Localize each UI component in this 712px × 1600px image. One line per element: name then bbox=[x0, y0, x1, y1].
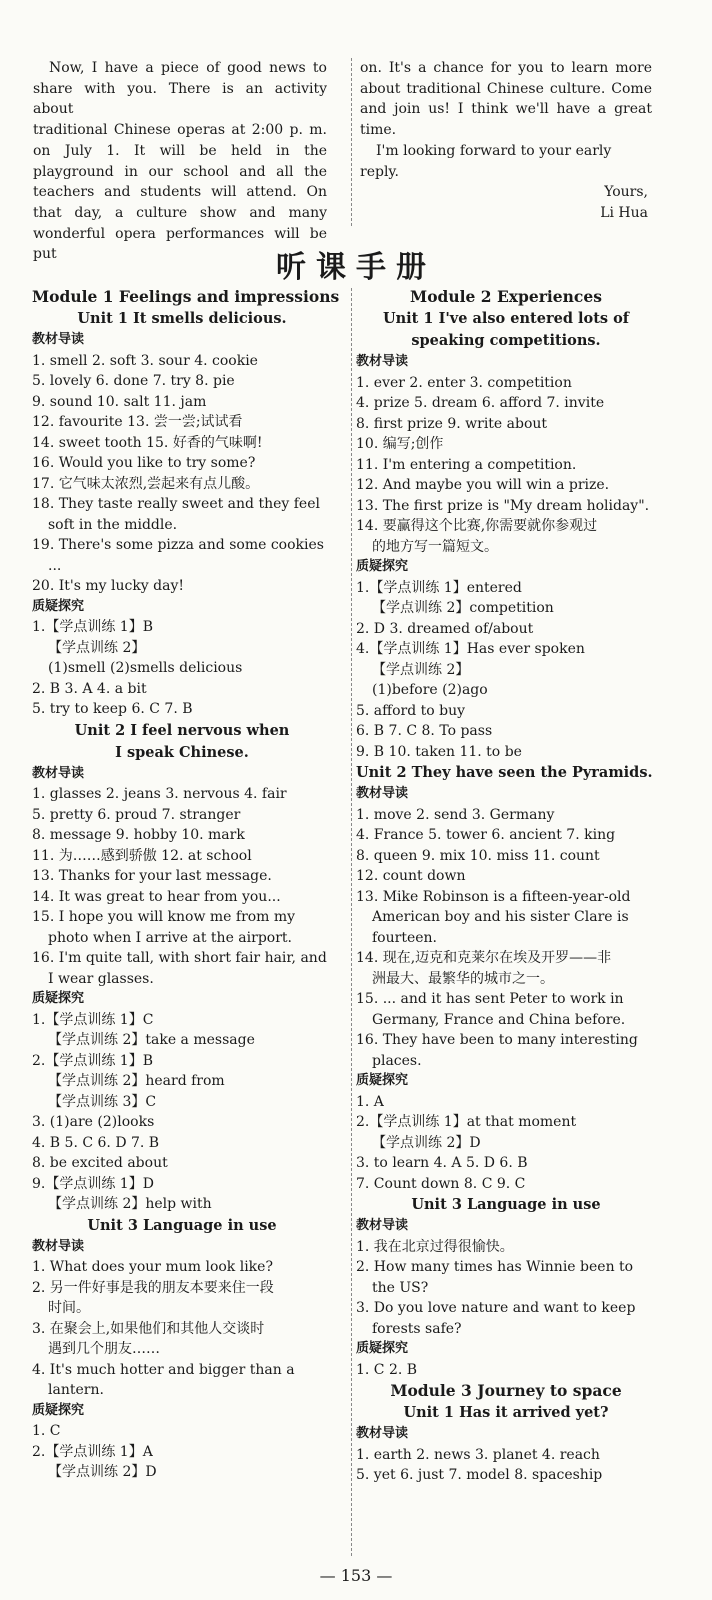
answer-line: (1)smell (2)smells delicious bbox=[48, 660, 243, 676]
answer-line: 13. Thanks for your last message. bbox=[32, 868, 272, 884]
answer-line: 1. smell 2. soft 3. sour 4. cookie bbox=[32, 352, 258, 369]
answer-line: 14. It was great to hear from you... bbox=[32, 888, 281, 905]
answer-line: 1.【学点训练 1】C bbox=[32, 1011, 154, 1028]
section-label: 质疑探究 bbox=[356, 1073, 409, 1088]
unit-heading: Unit 1 I've also entered lots of bbox=[382, 310, 630, 327]
answer-line: 1. glasses 2. jeans 3. nervous 4. fair bbox=[32, 786, 287, 802]
answer-line: 9. B 10. taken 11. to be bbox=[356, 743, 522, 760]
letter-line: traditional Chinese operas at 2:00 p. m. bbox=[33, 122, 327, 139]
answer-line: 4. B 5. C 6. D 7. B bbox=[32, 1134, 160, 1151]
answer-line: 1. C bbox=[32, 1423, 61, 1439]
letter-line: playground in our school and all the bbox=[33, 163, 327, 180]
answer-line: 3. (1)are (2)looks bbox=[32, 1114, 155, 1130]
answer-line: soft in the middle. bbox=[48, 516, 178, 533]
section-label: 质疑探究 bbox=[356, 1341, 409, 1356]
answer-line: 【学点训练 2】competition bbox=[372, 600, 554, 616]
answer-line: 2.【学点训练 1】B bbox=[32, 1052, 154, 1069]
answer-line: I wear glasses. bbox=[48, 970, 154, 987]
letter-line: about traditional Chinese culture. Come bbox=[360, 80, 652, 97]
letter-divider bbox=[351, 58, 352, 226]
section-label: 教材导读 bbox=[356, 786, 409, 801]
letter-line: share with you. There is an activity about bbox=[33, 80, 327, 118]
answer-line: 1.【学点训练 1】B bbox=[32, 619, 154, 635]
answer-line: 8. first prize 9. write about bbox=[356, 415, 548, 432]
answer-line: 【学点训练 2】take a message bbox=[48, 1032, 255, 1048]
answer-line: photo when I arrive at the airport. bbox=[48, 929, 292, 946]
answer-line: 1. What does your mum look like? bbox=[32, 1259, 273, 1275]
letter-line: on July 1. It will be held in the bbox=[33, 142, 327, 159]
section-label: 教材导读 bbox=[32, 1238, 85, 1254]
answer-line: 4. prize 5. dream 6. afford 7. invite bbox=[356, 395, 605, 411]
answer-line: 2. D 3. dreamed of/about bbox=[356, 620, 534, 637]
answer-line: lantern. bbox=[48, 1382, 104, 1398]
answer-line: American boy and his sister Clare is bbox=[372, 909, 629, 925]
answer-line: 19. There's some pizza and some cookies bbox=[32, 537, 324, 553]
module-heading: Module 3 Journey to space bbox=[390, 1381, 622, 1400]
answer-line: 12. count down bbox=[356, 868, 466, 884]
answer-line: 1. 我在北京过得很愉快。 bbox=[356, 1238, 514, 1255]
answer-line: 8. be excited about bbox=[32, 1155, 168, 1171]
answer-line: 【学点训练 2】 bbox=[48, 639, 146, 656]
page-number: — 153 — bbox=[319, 1566, 393, 1585]
letter-closing: Yours, bbox=[604, 184, 648, 201]
answer-line: 2.【学点训练 1】at that moment bbox=[356, 1114, 577, 1130]
letter-line: Now, I have a piece of good news to bbox=[49, 60, 327, 76]
answer-line: 4. France 5. tower 6. ancient 7. king bbox=[356, 827, 616, 843]
section-label: 质疑探究 bbox=[32, 598, 85, 614]
answer-line: 【学点训练 2】 bbox=[372, 661, 470, 678]
answer-line: 1. move 2. send 3. Germany bbox=[356, 806, 555, 823]
section-label: 教材导读 bbox=[356, 1426, 409, 1441]
unit-heading: Unit 3 Language in use bbox=[87, 1216, 277, 1234]
section-label: 质疑探究 bbox=[32, 1402, 85, 1418]
answer-line: 【学点训练 2】D bbox=[48, 1464, 157, 1480]
answer-line: 4.【学点训练 1】Has ever spoken bbox=[356, 641, 585, 657]
answer-line: 3. 在聚会上,如果他们和其他人交谈时 bbox=[32, 1320, 265, 1337]
unit-heading: Unit 2 I feel nervous when bbox=[74, 721, 290, 739]
letter-line: time. bbox=[360, 122, 397, 139]
answer-line: 12. favourite 13. 尝一尝;试试看 bbox=[32, 414, 243, 430]
letter-signature: Li Hua bbox=[600, 204, 648, 221]
answer-line: 1. ever 2. enter 3. competition bbox=[356, 374, 572, 391]
answer-line: 3. to learn 4. A 5. D 6. B bbox=[356, 1155, 528, 1171]
section-label: 教材导读 bbox=[32, 332, 85, 347]
answer-line: 13. The first prize is "My dream holiday". bbox=[356, 497, 650, 514]
answer-line: 【学点训练 2】D bbox=[372, 1134, 481, 1151]
section-label: 教材导读 bbox=[356, 1218, 409, 1233]
answer-line: 2.【学点训练 1】A bbox=[32, 1443, 153, 1460]
answer-line: 15. I hope you will know me from my bbox=[32, 909, 296, 925]
answer-line: Germany, France and China before. bbox=[372, 1011, 626, 1028]
answer-line: fourteen. bbox=[372, 929, 437, 946]
answer-line: 【学点训练 2】heard from bbox=[48, 1073, 225, 1089]
answer-line: 10. 编写;创作 bbox=[356, 436, 444, 452]
letter-right-column bbox=[360, 58, 652, 224]
answer-line: 2. B 3. A 4. a bit bbox=[32, 680, 147, 697]
answer-line: 3. Do you love nature and want to keep bbox=[356, 1300, 636, 1316]
section-label: 教材导读 bbox=[356, 354, 409, 369]
letter-left-column bbox=[33, 58, 327, 265]
answer-line: 20. It's my lucky day! bbox=[32, 578, 185, 594]
right-answer-column bbox=[356, 286, 656, 1486]
answer-line: 14. 要赢得这个比赛,你需要就你参观过 bbox=[356, 518, 598, 534]
answer-line: 1. A bbox=[356, 1093, 384, 1110]
answer-line: 洲最大、最繁华的城市之一。 bbox=[372, 970, 554, 987]
unit-heading: speaking competitions. bbox=[411, 332, 601, 349]
answer-line: 8. message 9. hobby 10. mark bbox=[32, 827, 245, 843]
letter-line: wonderful opera performances will be put bbox=[33, 225, 327, 263]
answer-line: 5. yet 6. just 7. model 8. spaceship bbox=[356, 1467, 603, 1483]
letter-line: on. It's a chance for you to learn more bbox=[360, 60, 652, 76]
answer-line: 【学点训练 2】help with bbox=[48, 1196, 212, 1212]
answer-line: 12. And maybe you will win a prize. bbox=[356, 477, 610, 493]
section-title: 听课手册 bbox=[276, 250, 436, 285]
answer-line: 1. earth 2. news 3. planet 4. reach bbox=[356, 1446, 600, 1463]
section-label: 质疑探究 bbox=[32, 991, 85, 1006]
module-heading: Module 1 Feelings and impressions bbox=[32, 287, 340, 306]
answer-line: 2. 另一件好事是我的朋友本要来住一段 bbox=[32, 1279, 274, 1296]
answer-line: 8. queen 9. mix 10. miss 11. count bbox=[356, 847, 600, 864]
unit-heading: Unit 1 Has it arrived yet? bbox=[403, 1404, 609, 1421]
unit-heading: Unit 2 They have seen the Pyramids. bbox=[356, 764, 653, 781]
letter-line: that day, a culture show and many bbox=[33, 204, 327, 221]
answer-line: places. bbox=[372, 1052, 422, 1069]
answer-line: 14. 现在,迈克和克莱尔在埃及开罗——非 bbox=[356, 950, 612, 966]
answer-line: 11. 为……感到骄傲 12. at school bbox=[32, 847, 252, 864]
answer-line: (1)before (2)ago bbox=[372, 682, 488, 698]
answer-line: 14. sweet tooth 15. 好香的气味啊! bbox=[32, 434, 263, 451]
answer-line: 遇到几个朋友…… bbox=[48, 1341, 160, 1357]
unit-heading: Unit 3 Language in use bbox=[411, 1196, 601, 1213]
letter-line: and join us! I think we'll have a great bbox=[360, 101, 652, 118]
answer-line: 17. 它气味太浓烈,尝起来有点儿酸。 bbox=[32, 475, 260, 492]
left-answer-column bbox=[32, 286, 340, 1483]
answer-line: 13. Mike Robinson is a fifteen-year-old bbox=[356, 888, 631, 905]
answer-line: 4. It's much hotter and bigger than a bbox=[32, 1361, 295, 1378]
answer-line: 1. C 2. B bbox=[356, 1361, 418, 1378]
answer-line: 6. B 7. C 8. To pass bbox=[356, 723, 493, 739]
unit-heading: Unit 1 It smells delicious. bbox=[77, 310, 287, 327]
answer-line: 5. try to keep 6. C 7. B bbox=[32, 701, 193, 717]
column-divider bbox=[351, 288, 352, 1556]
answer-line: 9.【学点训练 1】D bbox=[32, 1175, 154, 1192]
answer-line: forests safe? bbox=[372, 1320, 462, 1337]
answer-line: 5. lovely 6. done 7. try 8. pie bbox=[32, 373, 235, 389]
answer-line: 9. sound 10. salt 11. jam bbox=[32, 393, 207, 410]
section-label: 教材导读 bbox=[32, 765, 85, 781]
answer-line: 16. They have been to many interesting bbox=[356, 1032, 638, 1048]
answer-line: 15. ... and it has sent Peter to work in bbox=[356, 991, 624, 1007]
module-heading: Module 2 Experiences bbox=[410, 287, 602, 306]
answer-line: 16. I'm quite tall, with short fair hair, and bbox=[32, 950, 327, 966]
section-label: 质疑探究 bbox=[356, 559, 409, 574]
unit-heading: I speak Chinese. bbox=[115, 743, 249, 761]
letter-line: I'm looking forward to your early bbox=[376, 142, 612, 159]
answer-line: ... bbox=[48, 557, 62, 574]
answer-line: the US? bbox=[372, 1279, 429, 1296]
answer-line: 的地方写一篇短文。 bbox=[372, 538, 498, 555]
answer-line: 2. How many times has Winnie been to bbox=[356, 1259, 634, 1275]
letter-line: teachers and students will attend. On bbox=[33, 184, 327, 201]
answer-line: 时间。 bbox=[48, 1300, 90, 1316]
letter-line: reply. bbox=[360, 163, 399, 180]
answer-line: 5. afford to buy bbox=[356, 702, 466, 719]
answer-line: 18. They taste really sweet and they feel bbox=[32, 496, 320, 512]
answer-line: 5. pretty 6. proud 7. stranger bbox=[32, 806, 241, 823]
answer-line: 11. I'm entering a competition. bbox=[356, 456, 577, 473]
answer-line: 16. Would you like to try some? bbox=[32, 455, 256, 471]
answer-line: 7. Count down 8. C 9. C bbox=[356, 1175, 526, 1192]
answer-line: 1.【学点训练 1】entered bbox=[356, 579, 522, 596]
answer-line: 【学点训练 3】C bbox=[48, 1093, 157, 1110]
